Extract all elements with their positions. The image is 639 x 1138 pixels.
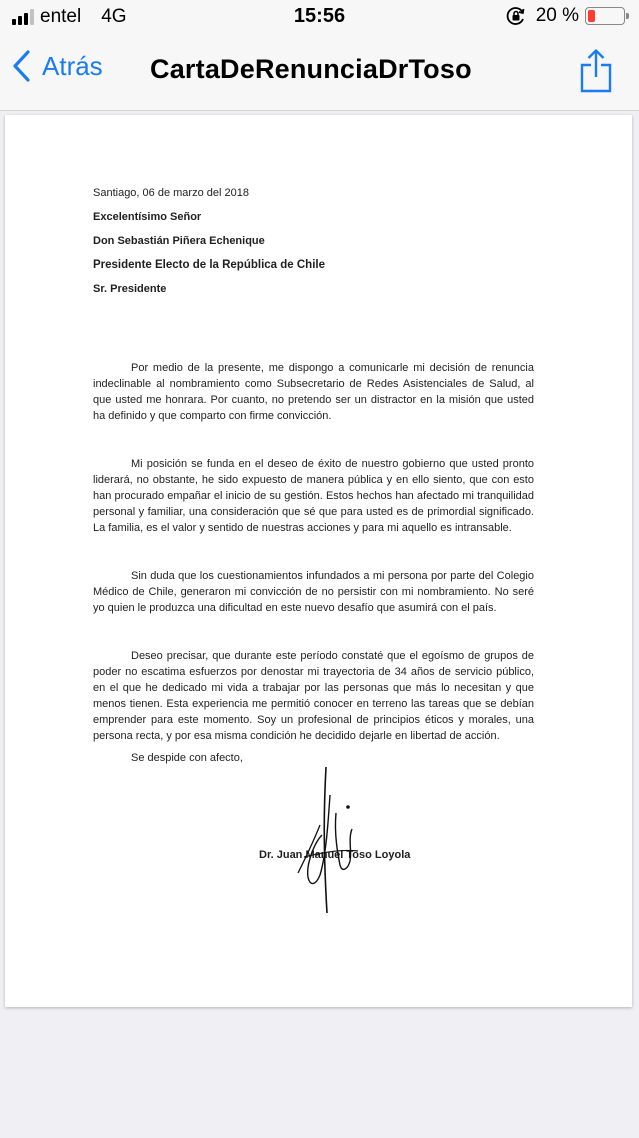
letter-date: Santiago, 06 de marzo del 2018 xyxy=(93,187,249,199)
carrier-name: entel xyxy=(40,6,82,27)
status-bar xyxy=(0,0,639,36)
back-label: Atrás xyxy=(42,50,103,81)
back-button[interactable] xyxy=(12,50,103,82)
paragraph: Por medio de la presente, me dispongo a comunicarle mi decisión de renuncia indeclinable al nombramiento como Subsecretario de Redes Asistenciales de Salud, al que usted me honrara. Por cuanto, no pretendo ser un distractor en la misión que usted ha definido y que comparto con firme convicción. xyxy=(93,362,534,422)
signer-name: Dr. Juan Manuel Toso Loyola xyxy=(259,849,411,861)
paragraph: Mi posición se funda en el deseo de éxito de nuestro gobierno que usted pronto liderará, no obstante, he sido expuesto de manera pública y en ello siento, que con esto han procurado empañar el inicio de su gestión. Estos hechos han afectado mi tranquilidad personal y familiar, una consideración que sé que para usted es de primordial significado. La familia, es el valor y sentido de nuestras acciones y para mi aquello es intransable. xyxy=(93,458,534,534)
orientation-lock-icon xyxy=(506,6,526,26)
document-page[interactable] xyxy=(5,115,632,1007)
paragraph: Sin duda que los cuestionamientos infundados a mi persona por parte del Colegio Médico de Chile, generaron mi convicción de no persistir con mi nombramiento. No seré yo quien le produzca una dificultad en este nuevo desafío que asumirá con el país. xyxy=(93,570,534,614)
recipient-line-3: Presidente Electo de la República de Chile xyxy=(93,259,325,271)
handwritten-signature xyxy=(290,765,360,915)
clock: 15:56 xyxy=(293,5,346,27)
document-title: CartaDeRenunciaDrToso xyxy=(150,54,472,84)
farewell: Se despide con afecto, xyxy=(131,752,243,764)
paragraph: Deseo precisar, que durante este período constaté que el egoísmo de grupos de poder no escatima esfuerzos por denostar mi trayectoria de 34 años de servicio público, en el que he dedicado mi vida a trabajar por las personas que más lo necesitan y que menos tienen. Esta experiencia me permitió conocer en terreno las tareas que se debían emprender para este momento. Soy un profesional de principios éticos y morales, una persona recta, y por esa misma condición he decidido dejarle en libertad de acción. xyxy=(93,650,534,742)
chevron-left-icon xyxy=(12,50,32,82)
network-type: 4G xyxy=(101,6,127,27)
recipient-line-2: Don Sebastián Piñera Echenique xyxy=(93,235,265,247)
battery-percent: 20 % xyxy=(535,5,579,26)
recipient-line-1: Excelentísimo Señor xyxy=(93,211,202,223)
battery-icon xyxy=(585,7,625,25)
navigation-bar xyxy=(0,36,639,111)
battery-level xyxy=(588,10,595,22)
letter-body xyxy=(93,185,534,766)
salutation: Sr. Presidente xyxy=(93,283,167,295)
share-icon[interactable] xyxy=(579,48,613,94)
status-right xyxy=(506,5,625,27)
